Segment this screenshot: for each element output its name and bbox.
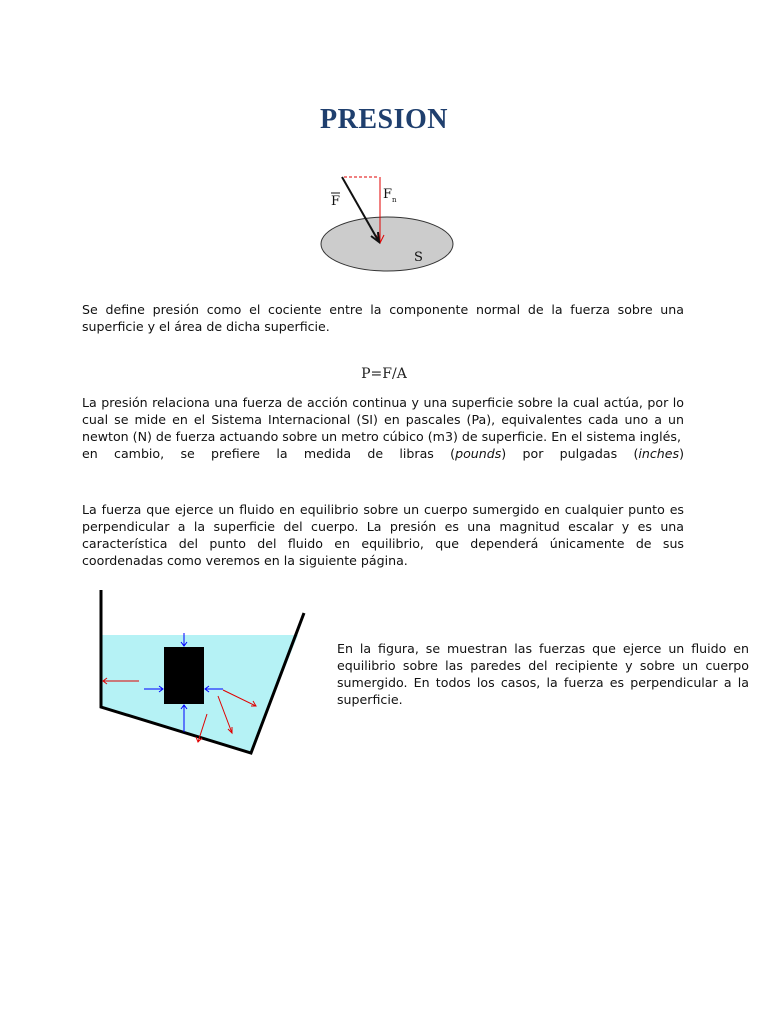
surface-label: S (414, 250, 423, 265)
page-title: PRESION (320, 104, 448, 135)
units-paragraph-last-line (82, 445, 684, 462)
normal-force-subscript: n (392, 196, 397, 204)
normal-force-label: F (383, 187, 393, 202)
inches-word: inches (638, 446, 680, 461)
definition-paragraph: Se define presión como el cociente entre la componente normal de la fuerza sobre una superficie y el área de dicha superficie. (82, 302, 684, 334)
force-surface-diagram (312, 170, 462, 278)
units-paragraph-text: La presión relaciona una fuerza de acción continua y una superficie sobre la cual actúa, por lo cual se mide en el Sistema Internacional (SI) en pascales (Pa), equivalentes cada uno a un newton (N) de fuerza actuando sobre un metro cúbico (m3) de superficie. En el sistema inglés, (82, 395, 684, 444)
fluid-force-paragraph: La fuerza que ejerce un fluido en equilibrio sobre un cuerpo sumergido en cualquier punto es perpendicular a la superficie del cuerpo. La presión es una magnitud escalar y es una característica del punto del fluido en equilibrio, que dependerá únicamente de sus coordenadas como veremos en la siguiente página. (82, 502, 684, 568)
pounds-word: pounds (455, 446, 502, 461)
submerged-body (164, 647, 204, 704)
figure-description-paragraph: En la figura, se muestran las fuerzas que ejerce un fluido en equilibrio sobre las paredes del recipiente y sobre un cuerpo sumergido. En todos los casos, la fuerza es perpendicular a la superficie. (337, 641, 749, 707)
last-line-prefix: en cambio, se prefiere la medida de libras ( (82, 446, 456, 461)
pressure-formula: P=F/A (361, 366, 407, 382)
units-paragraph (82, 394, 684, 462)
surface-ellipse (321, 217, 453, 271)
last-line-suffix: ) (679, 446, 684, 461)
force-label: F (331, 194, 341, 209)
fluid-container-diagram (95, 586, 309, 758)
last-line-middle: ) por pulgadas ( (501, 446, 639, 461)
